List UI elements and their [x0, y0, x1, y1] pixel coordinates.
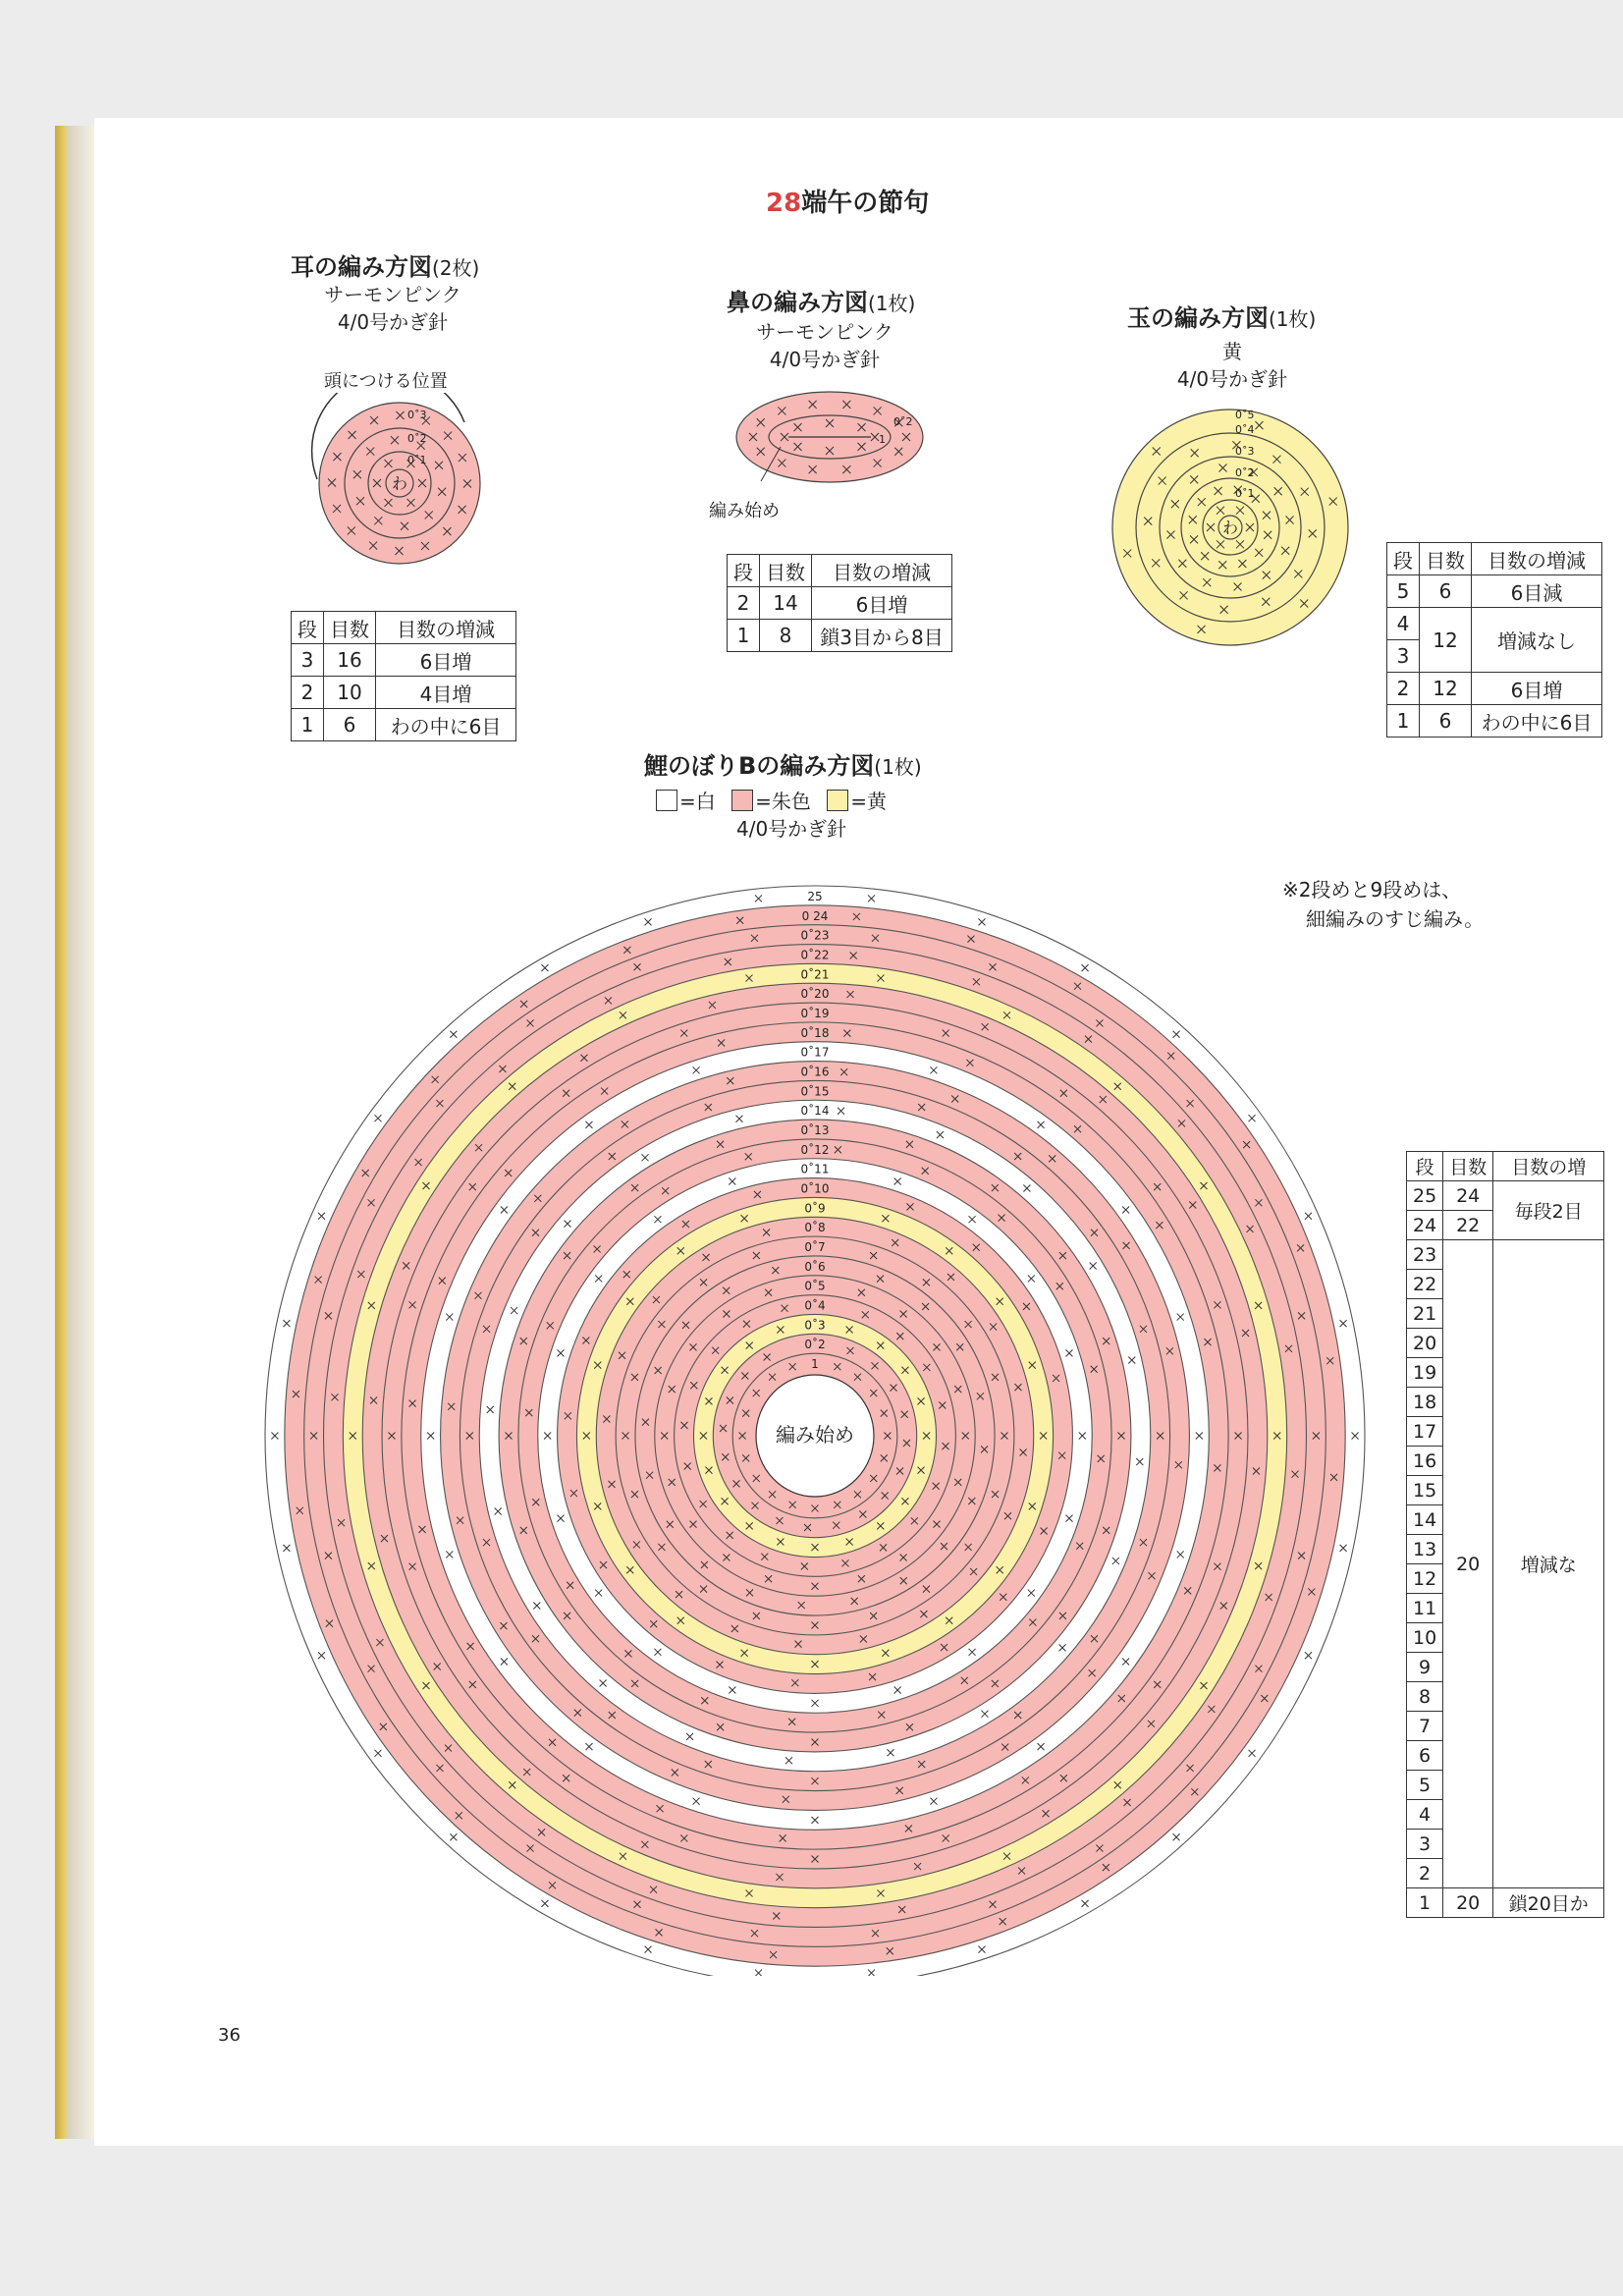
round-label-4: 0˚4 [804, 1298, 826, 1313]
ear-table [291, 611, 516, 741]
round-label-7: 0˚7 [804, 1240, 826, 1255]
page-number: 36 [218, 2025, 241, 2046]
koinobori-hook: 4/0号かぎ針 [736, 817, 847, 841]
nose-title [727, 283, 915, 317]
round-label-20: 0˚20 [800, 987, 830, 1002]
table-row: 6 [1407, 1741, 1604, 1771]
round-label-19: 0˚19 [800, 1006, 830, 1020]
table-row: 22 [1407, 1270, 1604, 1299]
table-row: 1 20 鎖20目か [1407, 1888, 1604, 1918]
title-number: 28 [766, 189, 802, 218]
pink-swatch-icon [731, 790, 753, 811]
round-label-14: 0˚14 [800, 1104, 830, 1119]
table-row: 2 10 4目増 [292, 677, 516, 709]
koinobori-title-text: 鯉のぼりBの編み方図 [644, 752, 875, 780]
table-row: 16 [1407, 1447, 1604, 1476]
ball-round-label-1: 0˚1 [1235, 487, 1255, 500]
ear-table-header: 段 目数 目数の増減 [292, 612, 516, 644]
round-label-9: 0˚9 [804, 1201, 826, 1216]
table-row: 25 24 毎段2目 [1407, 1181, 1604, 1211]
round-label-21: 0˚21 [800, 967, 830, 982]
ear-materials [295, 281, 491, 336]
nose-count: (1枚) [868, 292, 916, 315]
note-line-1: ※2段めと9段めは、 [1282, 878, 1462, 902]
ball-hook: 4/0号かぎ針 [1176, 367, 1288, 391]
ear-center-label: わ [391, 474, 408, 493]
table-row: 3 16 6目増 [292, 644, 516, 677]
table-row: 4 12 増減なし [1387, 608, 1602, 640]
ear-round-label-1: 0˚1 [407, 454, 427, 466]
table-row: 21 [1407, 1299, 1604, 1329]
ball-round-label-2: 0˚2 [1235, 466, 1255, 479]
note-line-2: 細編みのすじ編み。 [1306, 907, 1485, 931]
ear-round-label-2: 0˚2 [407, 432, 427, 445]
ear-title-text: 耳の編み方図 [291, 253, 432, 281]
round-label-8: 0˚8 [804, 1221, 826, 1235]
round-label-23: 0˚23 [800, 928, 830, 943]
table-row: 18 [1407, 1388, 1604, 1417]
nose-start-label: 編み始め [709, 501, 780, 521]
nose-materials [727, 318, 923, 373]
ear-round-label-3: 0˚3 [407, 409, 427, 421]
ear-title [291, 247, 479, 282]
ear-count: (2枚) [432, 256, 480, 280]
ball-round-label-5: 0˚5 [1235, 409, 1255, 421]
legend-white: =白 [656, 790, 716, 813]
koinobori-count: (1枚) [874, 755, 922, 779]
nose-title-text: 鼻の編み方図 [727, 289, 868, 316]
ear-yarn: サーモンピンク [324, 283, 461, 306]
table-row: 13 [1407, 1535, 1604, 1564]
ear-hook: 4/0号かぎ針 [337, 310, 449, 334]
table-row: 14 [1407, 1505, 1604, 1535]
table-row: 1 6 わの中に6目 [292, 709, 516, 741]
table-row: 2 14 6目増 [728, 587, 952, 620]
table-row: 3 [1387, 640, 1602, 673]
ear-diagram [309, 393, 486, 570]
round-label-6: 0˚6 [804, 1259, 826, 1274]
table-row: 2 [1407, 1859, 1604, 1888]
ball-count: (1枚) [1269, 307, 1317, 331]
round-label-2: 0˚2 [804, 1338, 826, 1352]
koinobori-table [1406, 1151, 1604, 1918]
round-label-1: 1 [811, 1357, 819, 1372]
ball-title [1127, 299, 1316, 333]
table-row: 12 [1407, 1564, 1604, 1594]
table-row: 8 [1407, 1682, 1604, 1712]
koinobori-title [644, 746, 922, 781]
ball-round-label-3: 0˚3 [1235, 445, 1255, 458]
table-row: 3 [1407, 1830, 1604, 1859]
ball-materials [1139, 338, 1325, 393]
ball-round-label-4: 0˚4 [1235, 423, 1255, 436]
table-row: 9 [1407, 1653, 1604, 1682]
nose-round-label-2: 0˚2 [893, 415, 913, 428]
round-label-16: 0˚16 [800, 1065, 830, 1079]
round-label-3: 0˚3 [804, 1318, 826, 1333]
table-row: 4 [1407, 1800, 1604, 1830]
round-label-22: 0˚22 [800, 948, 830, 962]
legend-pink: =朱色 [731, 790, 811, 813]
nose-round-label-1: 1 [879, 433, 886, 446]
round-label-13: 0˚13 [800, 1123, 830, 1137]
table-row: 2 12 6目増 [1387, 673, 1602, 705]
table-row: 19 [1407, 1358, 1604, 1388]
legend-yellow: =黄 [827, 790, 887, 813]
round-label-25: 25 [807, 889, 823, 903]
table-row: 15 [1407, 1476, 1604, 1505]
table-row: 23 20 増減な [1407, 1240, 1604, 1270]
ball-center-label: わ [1221, 519, 1239, 537]
table-row: 1 8 鎖3目から8目 [728, 620, 952, 652]
table-row: 20 [1407, 1329, 1604, 1358]
koinobori-diagram [260, 866, 1370, 1976]
table-row: 11 [1407, 1594, 1604, 1623]
ball-diagram [1108, 405, 1353, 650]
table-row: 5 [1407, 1771, 1604, 1800]
round-label-15: 0˚15 [800, 1084, 830, 1099]
nose-table-header: 段 目数 目数の増減 [728, 555, 952, 587]
title-text: 端午の節句 [801, 189, 930, 218]
white-swatch-icon [656, 790, 677, 811]
round-label-18: 0˚18 [800, 1025, 830, 1040]
koinobori-start-label: 編み始め [776, 1423, 854, 1447]
table-row: 7 [1407, 1712, 1604, 1741]
yellow-swatch-icon [827, 790, 848, 811]
round-label-12: 0˚12 [800, 1142, 830, 1157]
nose-yarn: サーモンピンク [756, 320, 893, 344]
round-label-11: 0˚11 [800, 1162, 830, 1176]
color-legend [656, 786, 896, 814]
table-row: 24 22 [1407, 1211, 1604, 1240]
round-label-10: 0˚10 [800, 1181, 830, 1196]
table-row: 1 6 わの中に6目 [1387, 705, 1602, 738]
table-row: 10 [1407, 1623, 1604, 1653]
nose-table [727, 554, 952, 652]
page-title [766, 183, 929, 219]
ear-attach-note: 頭につける位置 [324, 371, 448, 392]
ball-table [1386, 542, 1602, 738]
table-row: 17 [1407, 1417, 1604, 1447]
koinobori-table-header: 段 目数 目数の増 [1407, 1152, 1604, 1181]
nose-diagram [731, 388, 928, 496]
book-page-edge [55, 126, 94, 2139]
nose-hook: 4/0号かぎ針 [769, 348, 881, 371]
ball-title-text: 玉の編み方図 [1127, 304, 1269, 332]
ball-table-header: 段 目数 目数の増減 [1387, 543, 1602, 575]
round-label-17: 0˚17 [800, 1045, 830, 1060]
round-label-24: 0 24 [801, 908, 829, 923]
ball-yarn: 黄 [1222, 340, 1242, 363]
table-row: 5 6 6目減 [1387, 575, 1602, 608]
round-label-5: 0˚5 [804, 1279, 826, 1293]
